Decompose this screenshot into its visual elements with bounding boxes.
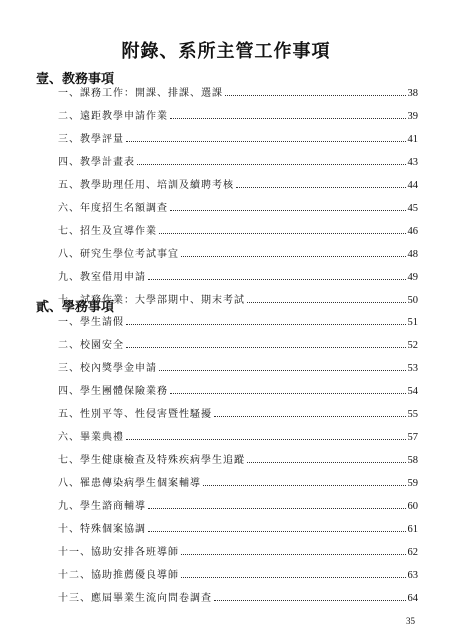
dot-leader [159, 232, 406, 234]
toc-entry-label: 四、教學計畫表 [58, 157, 135, 168]
toc-entry[interactable] [58, 222, 418, 237]
toc-entry[interactable] [58, 84, 418, 99]
dot-leader [247, 301, 406, 303]
toc-entry-label: 一、課務工作：開課、排課、選課 [58, 88, 223, 99]
toc-entry-page: 58 [407, 455, 418, 466]
toc-entry-page: 61 [407, 524, 418, 535]
dot-leader [214, 599, 406, 601]
dot-leader [126, 140, 406, 142]
section-heading-academic: 壹、教務事項 [36, 72, 115, 87]
toc-entry[interactable] [58, 520, 418, 535]
toc-entry-label: 六、年度招生名額調查 [58, 203, 168, 214]
toc-entry-spacer [58, 566, 418, 581]
dot-leader [148, 278, 406, 280]
toc-entry-label: 九、教室借用申請 [58, 272, 146, 283]
toc-entry-label: 八、罹患傳染病學生個案輔導 [58, 478, 201, 489]
dot-leader [148, 507, 406, 509]
toc-entry-page: 38 [407, 88, 418, 99]
dot-leader [214, 415, 406, 417]
toc-entry-label: 二、校園安全 [58, 340, 124, 351]
dot-leader [126, 323, 406, 325]
toc-entry[interactable] [58, 474, 418, 489]
toc-entry-page: 59 [407, 478, 418, 489]
toc-entry-label: 十、特殊個案協調 [58, 524, 146, 535]
toc-entry-page: 50 [407, 295, 418, 306]
dot-leader [247, 461, 406, 463]
toc-entry[interactable] [58, 107, 418, 122]
dot-leader [181, 255, 406, 257]
dot-leader [126, 438, 406, 440]
toc-entry[interactable] [58, 336, 418, 351]
toc-entry[interactable] [58, 268, 418, 283]
toc-entry[interactable] [58, 176, 418, 191]
toc-entry-label: 三、校內獎學金申請 [58, 363, 157, 374]
toc-entry-page: 54 [407, 386, 418, 397]
page-number: 35 [406, 616, 415, 626]
toc-entry-page: 49 [407, 272, 418, 283]
toc-entry-page: 64 [407, 593, 418, 604]
toc-entry-page: 44 [407, 180, 418, 191]
toc-entry[interactable] [58, 245, 418, 260]
toc-entry-label: 十一、協助安排各班導師 [58, 547, 179, 558]
toc-entry-label: 十、試務作業：大學部期中、期末考試 [58, 295, 245, 306]
toc-entry-label: 五、性別平等、性侵害暨性騷擾 [58, 409, 212, 420]
toc-entry-page: 45 [407, 203, 418, 214]
toc-entry-label: 五、教學助理任用、培訓及續聘考核 [58, 180, 234, 191]
dot-leader [236, 186, 406, 188]
toc-entry-label: 七、招生及宣導作業 [58, 226, 157, 237]
dot-leader [225, 94, 406, 96]
toc-entry-page: 43 [407, 157, 418, 168]
toc-entry[interactable] [58, 130, 418, 145]
toc-entry-page: 39 [407, 111, 418, 122]
toc-entry-page: 60 [407, 501, 418, 512]
toc-entry-label: 一、學生請假 [58, 317, 124, 328]
dot-leader [170, 117, 406, 119]
toc-entry-label: 三、教學評量 [58, 134, 124, 145]
page-title: 附錄、系所主管工作事項 [121, 41, 331, 62]
toc-entry[interactable] [58, 199, 418, 214]
toc-entry-page: 57 [407, 432, 418, 443]
dot-leader [170, 392, 406, 394]
toc-entry-page: 52 [407, 340, 418, 351]
toc-entry[interactable] [58, 153, 418, 168]
toc-entry[interactable] [58, 497, 418, 512]
dot-leader [137, 163, 406, 165]
dot-leader [159, 369, 406, 371]
toc-entry[interactable] [58, 382, 418, 397]
toc-entry-page: 63 [407, 570, 418, 581]
toc-entry[interactable] [58, 313, 418, 328]
toc-entry-page: 41 [407, 134, 418, 145]
toc-entry-page: 48 [407, 249, 418, 260]
section-heading-student-affairs: 貳、學務事項 [36, 300, 115, 315]
toc-entry-page: 51 [407, 317, 418, 328]
toc-entry-page: 62 [407, 547, 418, 558]
toc-entry-page: 55 [407, 409, 418, 420]
toc-entry-spacer [58, 543, 418, 558]
toc-entry-label: 二、遠距教學申請作業 [58, 111, 168, 122]
toc-entry-label: 七、學生健康檢查及特殊疾病學生追蹤 [58, 455, 245, 466]
toc-entry-label: 六、畢業典禮 [58, 432, 124, 443]
dot-leader [126, 346, 406, 348]
dot-leader [170, 209, 406, 211]
toc-entry[interactable] [58, 589, 418, 604]
toc-entry-label: 四、學生團體保險業務 [58, 386, 168, 397]
toc-entry[interactable] [58, 428, 418, 443]
toc-entry-label: 九、學生諮商輔導 [58, 501, 146, 512]
dot-leader [203, 484, 406, 486]
toc-entry-label: 十三、應屆畢業生流向問卷調查 [58, 593, 212, 604]
toc-entry[interactable] [58, 359, 418, 374]
toc-entry-page: 46 [407, 226, 418, 237]
toc-entry[interactable] [58, 451, 418, 466]
toc-entry[interactable] [58, 405, 418, 420]
dot-leader [148, 530, 406, 532]
toc-entry-label: 八、研究生學位考試事宜 [58, 249, 179, 260]
toc-entry-label: 十二、協助推薦優良導師 [58, 570, 179, 581]
toc-entry-page: 53 [407, 363, 418, 374]
